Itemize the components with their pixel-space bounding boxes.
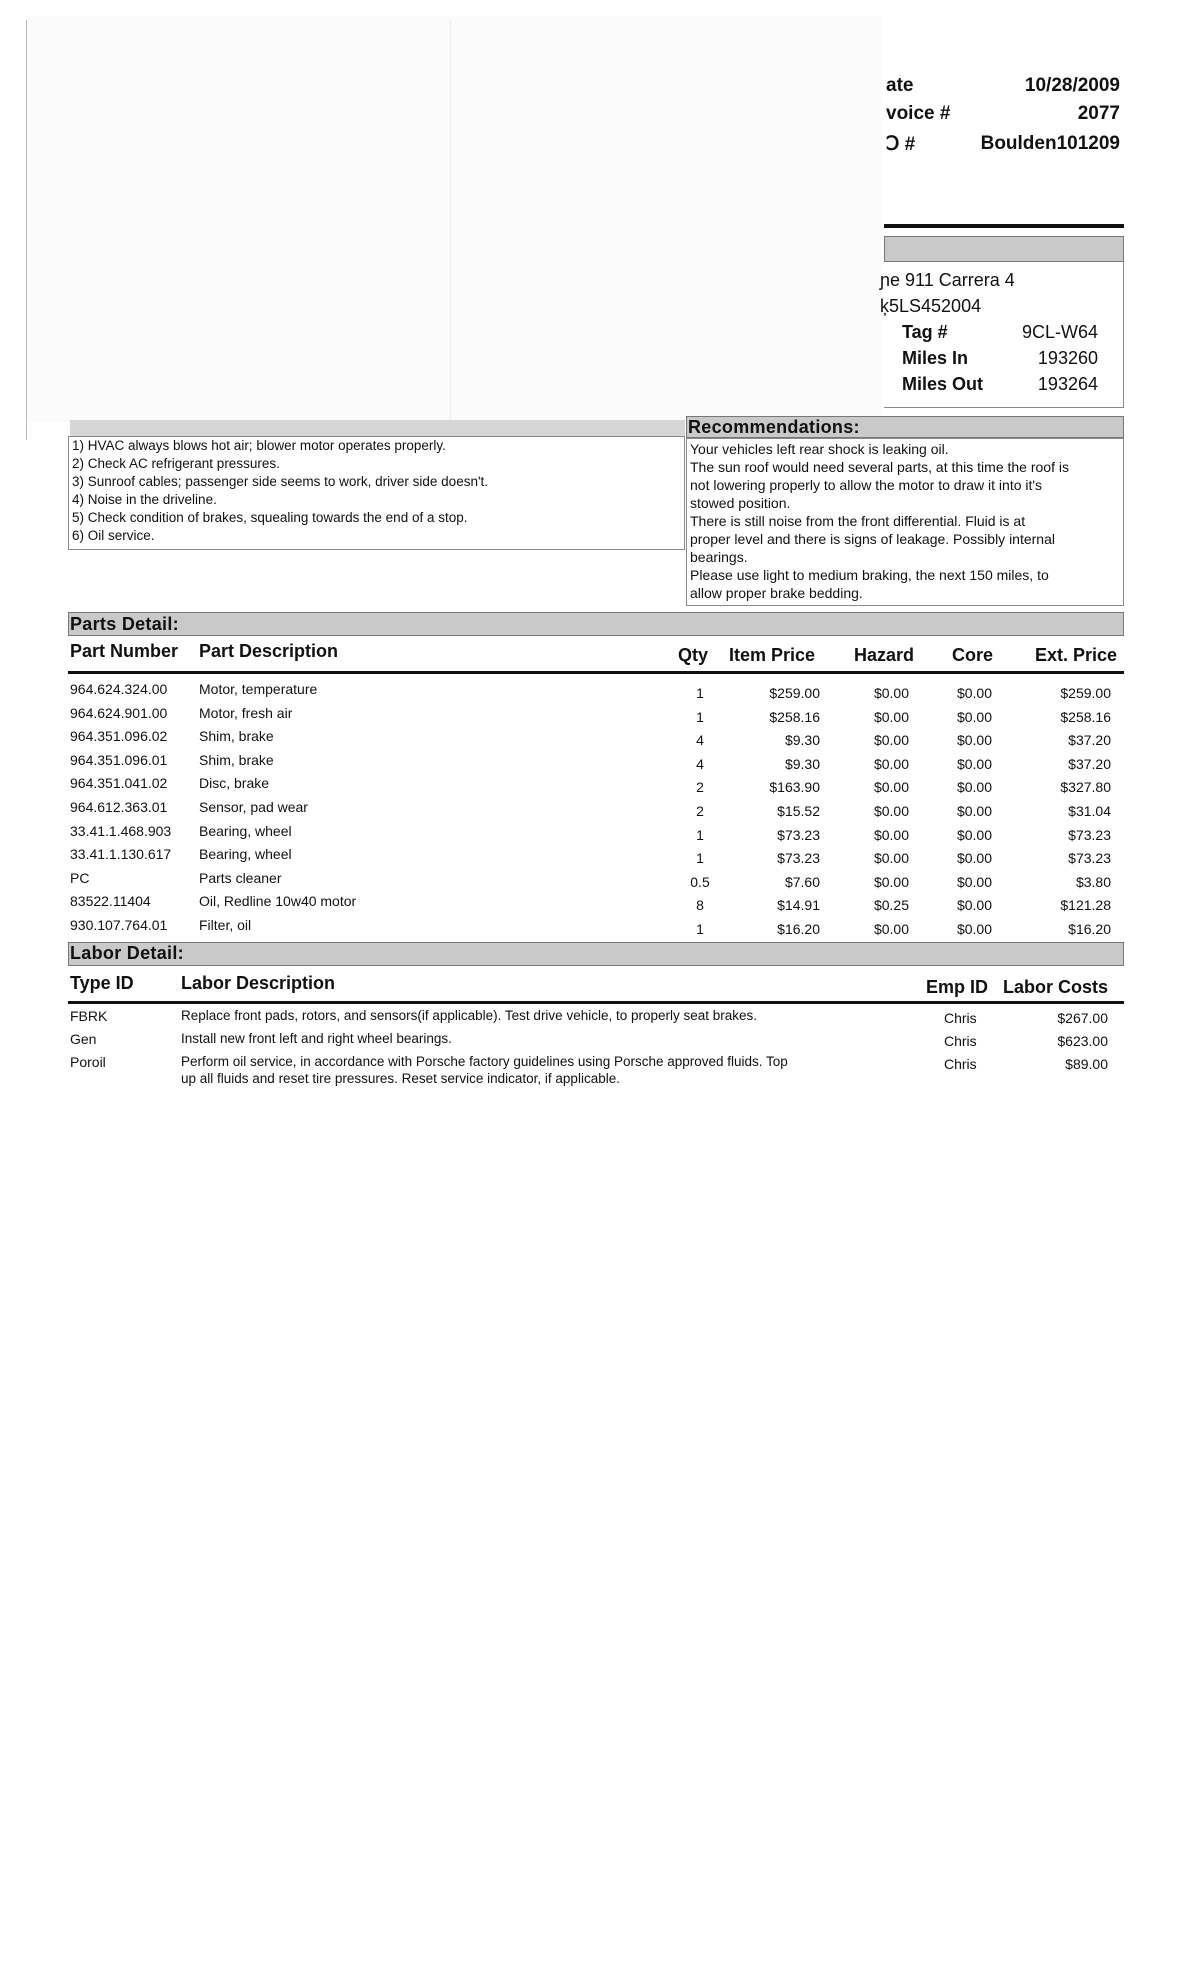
miles-out-label: Miles Out xyxy=(902,374,984,394)
labor-description-cell: up all fluids and reset tire pressures. Reset service indicator, if applicable. xyxy=(181,1071,620,1086)
recommendation-line: The sun roof would need several parts, at this time the roof is xyxy=(690,459,1069,475)
date-value: 10/28/2009 xyxy=(1024,75,1120,96)
labor-emp-cell: Chris xyxy=(944,1056,977,1072)
col-labor-costs: Labor Costs xyxy=(1003,977,1109,997)
item-price-cell: $163.90 xyxy=(769,779,820,796)
recommendations-title: Recommendations: xyxy=(688,417,860,437)
concern-line: 2) Check AC refrigerant pressures. xyxy=(72,456,280,471)
qty-cell: 8 xyxy=(696,897,704,914)
col-qty: Qty xyxy=(678,645,709,665)
col-core: Core xyxy=(952,645,994,665)
core-cell: $0.00 xyxy=(956,755,992,772)
hazard-cell: $0.00 xyxy=(873,873,909,890)
ext-price-cell: $327.80 xyxy=(1060,779,1111,796)
part-description-cell: Shim, brake xyxy=(199,751,274,768)
concern-line: 5) Check condition of brakes, squealing towards the end of a stop. xyxy=(72,510,468,525)
labor-title-bar xyxy=(68,942,1124,966)
hazard-cell: $0.00 xyxy=(873,921,909,937)
hazard-cell: $0.25 xyxy=(873,897,909,914)
part-description-cell: Filter, oil xyxy=(199,917,252,933)
labor-description-cell: Replace front pads, rotors, and sensors(if applicable). Test drive vehicle, to properly seat brakes. xyxy=(181,1008,758,1023)
labor-emp-cell: Chris xyxy=(944,1010,977,1026)
item-price-cell: $14.91 xyxy=(777,897,820,914)
invoice-value: 2077 xyxy=(1077,103,1120,124)
parts-title-bar xyxy=(68,612,1124,636)
part-description-cell: Bearing, wheel xyxy=(199,822,292,839)
hazard-cell: $0.00 xyxy=(873,732,909,749)
labor-cost-cell: $89.00 xyxy=(1065,1056,1108,1072)
concern-line: 4) Noise in the driveline. xyxy=(72,492,217,507)
scan-divider xyxy=(450,20,451,420)
qty-cell: 4 xyxy=(696,755,704,772)
labor-cost-cell: $623.00 xyxy=(1057,1033,1108,1049)
core-cell: $0.00 xyxy=(956,826,992,843)
parts-header-rule xyxy=(68,671,1124,674)
scan-left-edge xyxy=(26,20,27,440)
ext-price-cell: $73.23 xyxy=(1068,850,1111,867)
item-price-cell: $73.23 xyxy=(777,850,820,867)
concern-line: 3) Sunroof cables; passenger side seems to work, driver side doesn't. xyxy=(72,474,489,489)
col-labor-description: Labor Description xyxy=(181,973,336,993)
labor-title: Labor Detail: xyxy=(70,943,184,963)
hazard-cell: $0.00 xyxy=(873,803,909,819)
part-number-cell: 33.41.1.468.903 xyxy=(70,822,172,839)
vehicle-vin: ķ5LS452004 xyxy=(880,296,982,316)
part-number-cell: 964.351.041.02 xyxy=(70,775,168,792)
col-type-id: Type ID xyxy=(70,973,134,993)
concern-line: 1) HVAC always blows hot air; blower motor operates properly. xyxy=(72,438,446,453)
part-description-cell: Oil, Redline 10w40 motor xyxy=(199,893,357,910)
ext-price-cell: $37.20 xyxy=(1068,732,1111,749)
part-number-cell: PC xyxy=(70,869,90,886)
vehicle-title-bar xyxy=(884,236,1124,262)
labor-type-cell: Gen xyxy=(70,1031,97,1047)
core-cell: $0.00 xyxy=(956,803,992,819)
labor-header-rule xyxy=(68,1001,1124,1004)
item-price-cell: $16.20 xyxy=(777,921,820,937)
core-cell: $0.00 xyxy=(956,850,992,867)
ext-price-cell: $258.16 xyxy=(1060,708,1111,725)
part-description-cell: Parts cleaner xyxy=(199,869,282,886)
part-number-cell: 930.107.764.01 xyxy=(70,917,168,933)
labor-type-cell: FBRK xyxy=(70,1008,108,1024)
col-emp-id: Emp ID xyxy=(926,977,989,997)
hazard-cell: $0.00 xyxy=(873,755,909,772)
recommendation-line: There is still noise from the front differential. Fluid is at xyxy=(690,513,1026,529)
item-price-cell: $9.30 xyxy=(784,755,820,772)
ext-price-cell: $259.00 xyxy=(1060,685,1111,701)
part-number-cell: 964.351.096.02 xyxy=(70,728,168,745)
ext-price-cell: $16.20 xyxy=(1068,921,1111,937)
item-price-cell: $15.52 xyxy=(777,803,820,819)
ro-value: Boulden101209 xyxy=(980,133,1120,154)
labor-description-cell: Install new front left and right wheel bearings. xyxy=(181,1031,452,1046)
part-description-cell: Sensor, pad wear xyxy=(199,799,308,815)
vehicle-model: ɲe 911 Carrera 4 xyxy=(880,270,1015,290)
qty-cell: 0.5 xyxy=(690,873,710,890)
qty-cell: 1 xyxy=(696,826,704,843)
core-cell: $0.00 xyxy=(956,732,992,749)
header-rule xyxy=(884,224,1124,228)
invoice-label: voice # xyxy=(886,103,951,124)
col-item-price: Item Price xyxy=(729,645,816,665)
core-cell: $0.00 xyxy=(956,779,992,796)
ext-price-cell: $37.20 xyxy=(1068,755,1111,772)
col-part-description: Part Description xyxy=(199,641,339,661)
part-description-cell: Motor, fresh air xyxy=(199,704,293,721)
ext-price-cell: $3.80 xyxy=(1075,873,1111,890)
recommendation-line: allow proper brake bedding. xyxy=(690,585,863,601)
miles-out-value: 193264 xyxy=(1037,374,1098,394)
item-price-cell: $73.23 xyxy=(777,826,820,843)
item-price-cell: $9.30 xyxy=(784,732,820,749)
item-price-cell: $258.16 xyxy=(769,708,820,725)
part-description-cell: Bearing, wheel xyxy=(199,846,292,863)
qty-cell: 2 xyxy=(696,779,704,796)
recommendation-line: Your vehicles left rear shock is leaking oil. xyxy=(690,441,949,457)
qty-cell: 1 xyxy=(696,850,704,867)
labor-type-cell: Poroil xyxy=(70,1054,106,1070)
ro-label: Ↄ # xyxy=(886,134,916,155)
item-price-cell: $259.00 xyxy=(769,685,820,701)
qty-cell: 2 xyxy=(696,803,704,819)
qty-cell: 1 xyxy=(696,708,704,725)
qty-cell: 1 xyxy=(696,685,704,701)
part-description-cell: Disc, brake xyxy=(199,775,270,792)
labor-description-cell: Perform oil service, in accordance with Porsche factory guidelines using Porsche approved fluids. Top xyxy=(181,1054,788,1069)
ext-price-cell: $73.23 xyxy=(1068,826,1111,843)
recommendation-line: Please use light to medium braking, the next 150 miles, to xyxy=(690,567,1049,583)
labor-cost-cell: $267.00 xyxy=(1057,1010,1108,1026)
qty-cell: 4 xyxy=(696,732,704,749)
core-cell: $0.00 xyxy=(956,708,992,725)
miles-in-value: 193260 xyxy=(1037,348,1098,368)
part-number-cell: 964.624.324.00 xyxy=(70,681,168,697)
parts-title: Parts Detail: xyxy=(70,614,179,634)
hazard-cell: $0.00 xyxy=(873,708,909,725)
concerns-title-bar xyxy=(70,420,685,436)
hazard-cell: $0.00 xyxy=(873,850,909,867)
item-price-cell: $7.60 xyxy=(784,873,820,890)
core-cell: $0.00 xyxy=(956,921,992,937)
tag-label: Tag # xyxy=(902,322,948,342)
col-hazard: Hazard xyxy=(854,645,915,665)
core-cell: $0.00 xyxy=(956,873,992,890)
part-number-cell: 83522.11404 xyxy=(70,893,151,910)
col-part-number: Part Number xyxy=(70,641,179,661)
recommendation-line: proper level and there is signs of leakage. Possibly internal xyxy=(690,531,1055,547)
qty-cell: 1 xyxy=(696,921,704,937)
recommendation-line: not lowering properly to allow the motor to draw it into it's xyxy=(690,477,1043,493)
part-number-cell: 33.41.1.130.617 xyxy=(70,846,172,863)
col-ext-price: Ext. Price xyxy=(1035,645,1118,665)
redacted-region xyxy=(26,16,881,422)
part-number-cell: 964.351.096.01 xyxy=(70,751,168,768)
part-description-cell: Motor, temperature xyxy=(199,681,318,697)
ext-price-cell: $121.28 xyxy=(1060,897,1111,914)
ext-price-cell: $31.04 xyxy=(1068,803,1111,819)
recommendation-line: stowed position. xyxy=(690,495,791,511)
hazard-cell: $0.00 xyxy=(873,685,909,701)
hazard-cell: $0.00 xyxy=(873,826,909,843)
hazard-cell: $0.00 xyxy=(873,779,909,796)
tag-value: 9CL-W64 xyxy=(1021,322,1098,342)
part-description-cell: Shim, brake xyxy=(199,728,274,745)
recommendation-line: bearings. xyxy=(690,549,748,565)
part-number-cell: 964.624.901.00 xyxy=(70,704,168,721)
date-label: ate xyxy=(886,75,914,96)
core-cell: $0.00 xyxy=(956,897,992,914)
core-cell: $0.00 xyxy=(956,685,992,701)
part-number-cell: 964.612.363.01 xyxy=(70,799,168,815)
concern-line: 6) Oil service. xyxy=(72,528,155,543)
miles-in-label: Miles In xyxy=(902,348,969,368)
labor-emp-cell: Chris xyxy=(944,1033,977,1049)
